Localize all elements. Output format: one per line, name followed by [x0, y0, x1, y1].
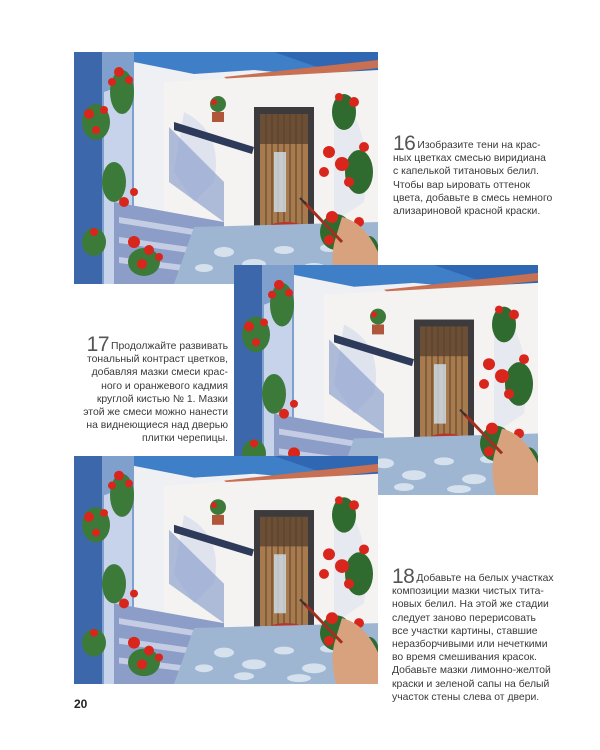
step-18-text: 18 Добавьте на белых участках композиции мазки чистых тита- новых белил. На этой же стадии следует заново перерисовать все участки картины, ставшие неразборчивыми или нечеткими во время смешивания красок. Добавьте мазки лимонно-желтой краски и зеленой сапы на белый участок стены слева от двери.	[392, 565, 554, 703]
step-number: 16	[393, 132, 416, 155]
step-17-text: 17 Продолжайте развивать тональный контраст цветков, добавляя мазки смеси крас- ного и оранжевого кадмия круглой кистью № 1. Мазки этой же смеси можно нанести на виднеющиеся над дверью плитки черепицы.	[83, 333, 228, 445]
painting-step-16	[74, 52, 378, 284]
painting-step-18	[74, 456, 378, 684]
step-number: 18	[392, 565, 415, 588]
page-number: 20	[74, 697, 88, 711]
step-number: 17	[86, 333, 110, 356]
step-16-text: 16 Изобразите тени на крас- ных цветках смесью виридиана с капелькой титановых белил. Чтобы вар ьировать оттенок цвета, добавьте в смесь немного ализариновой красной краски.	[393, 132, 553, 218]
